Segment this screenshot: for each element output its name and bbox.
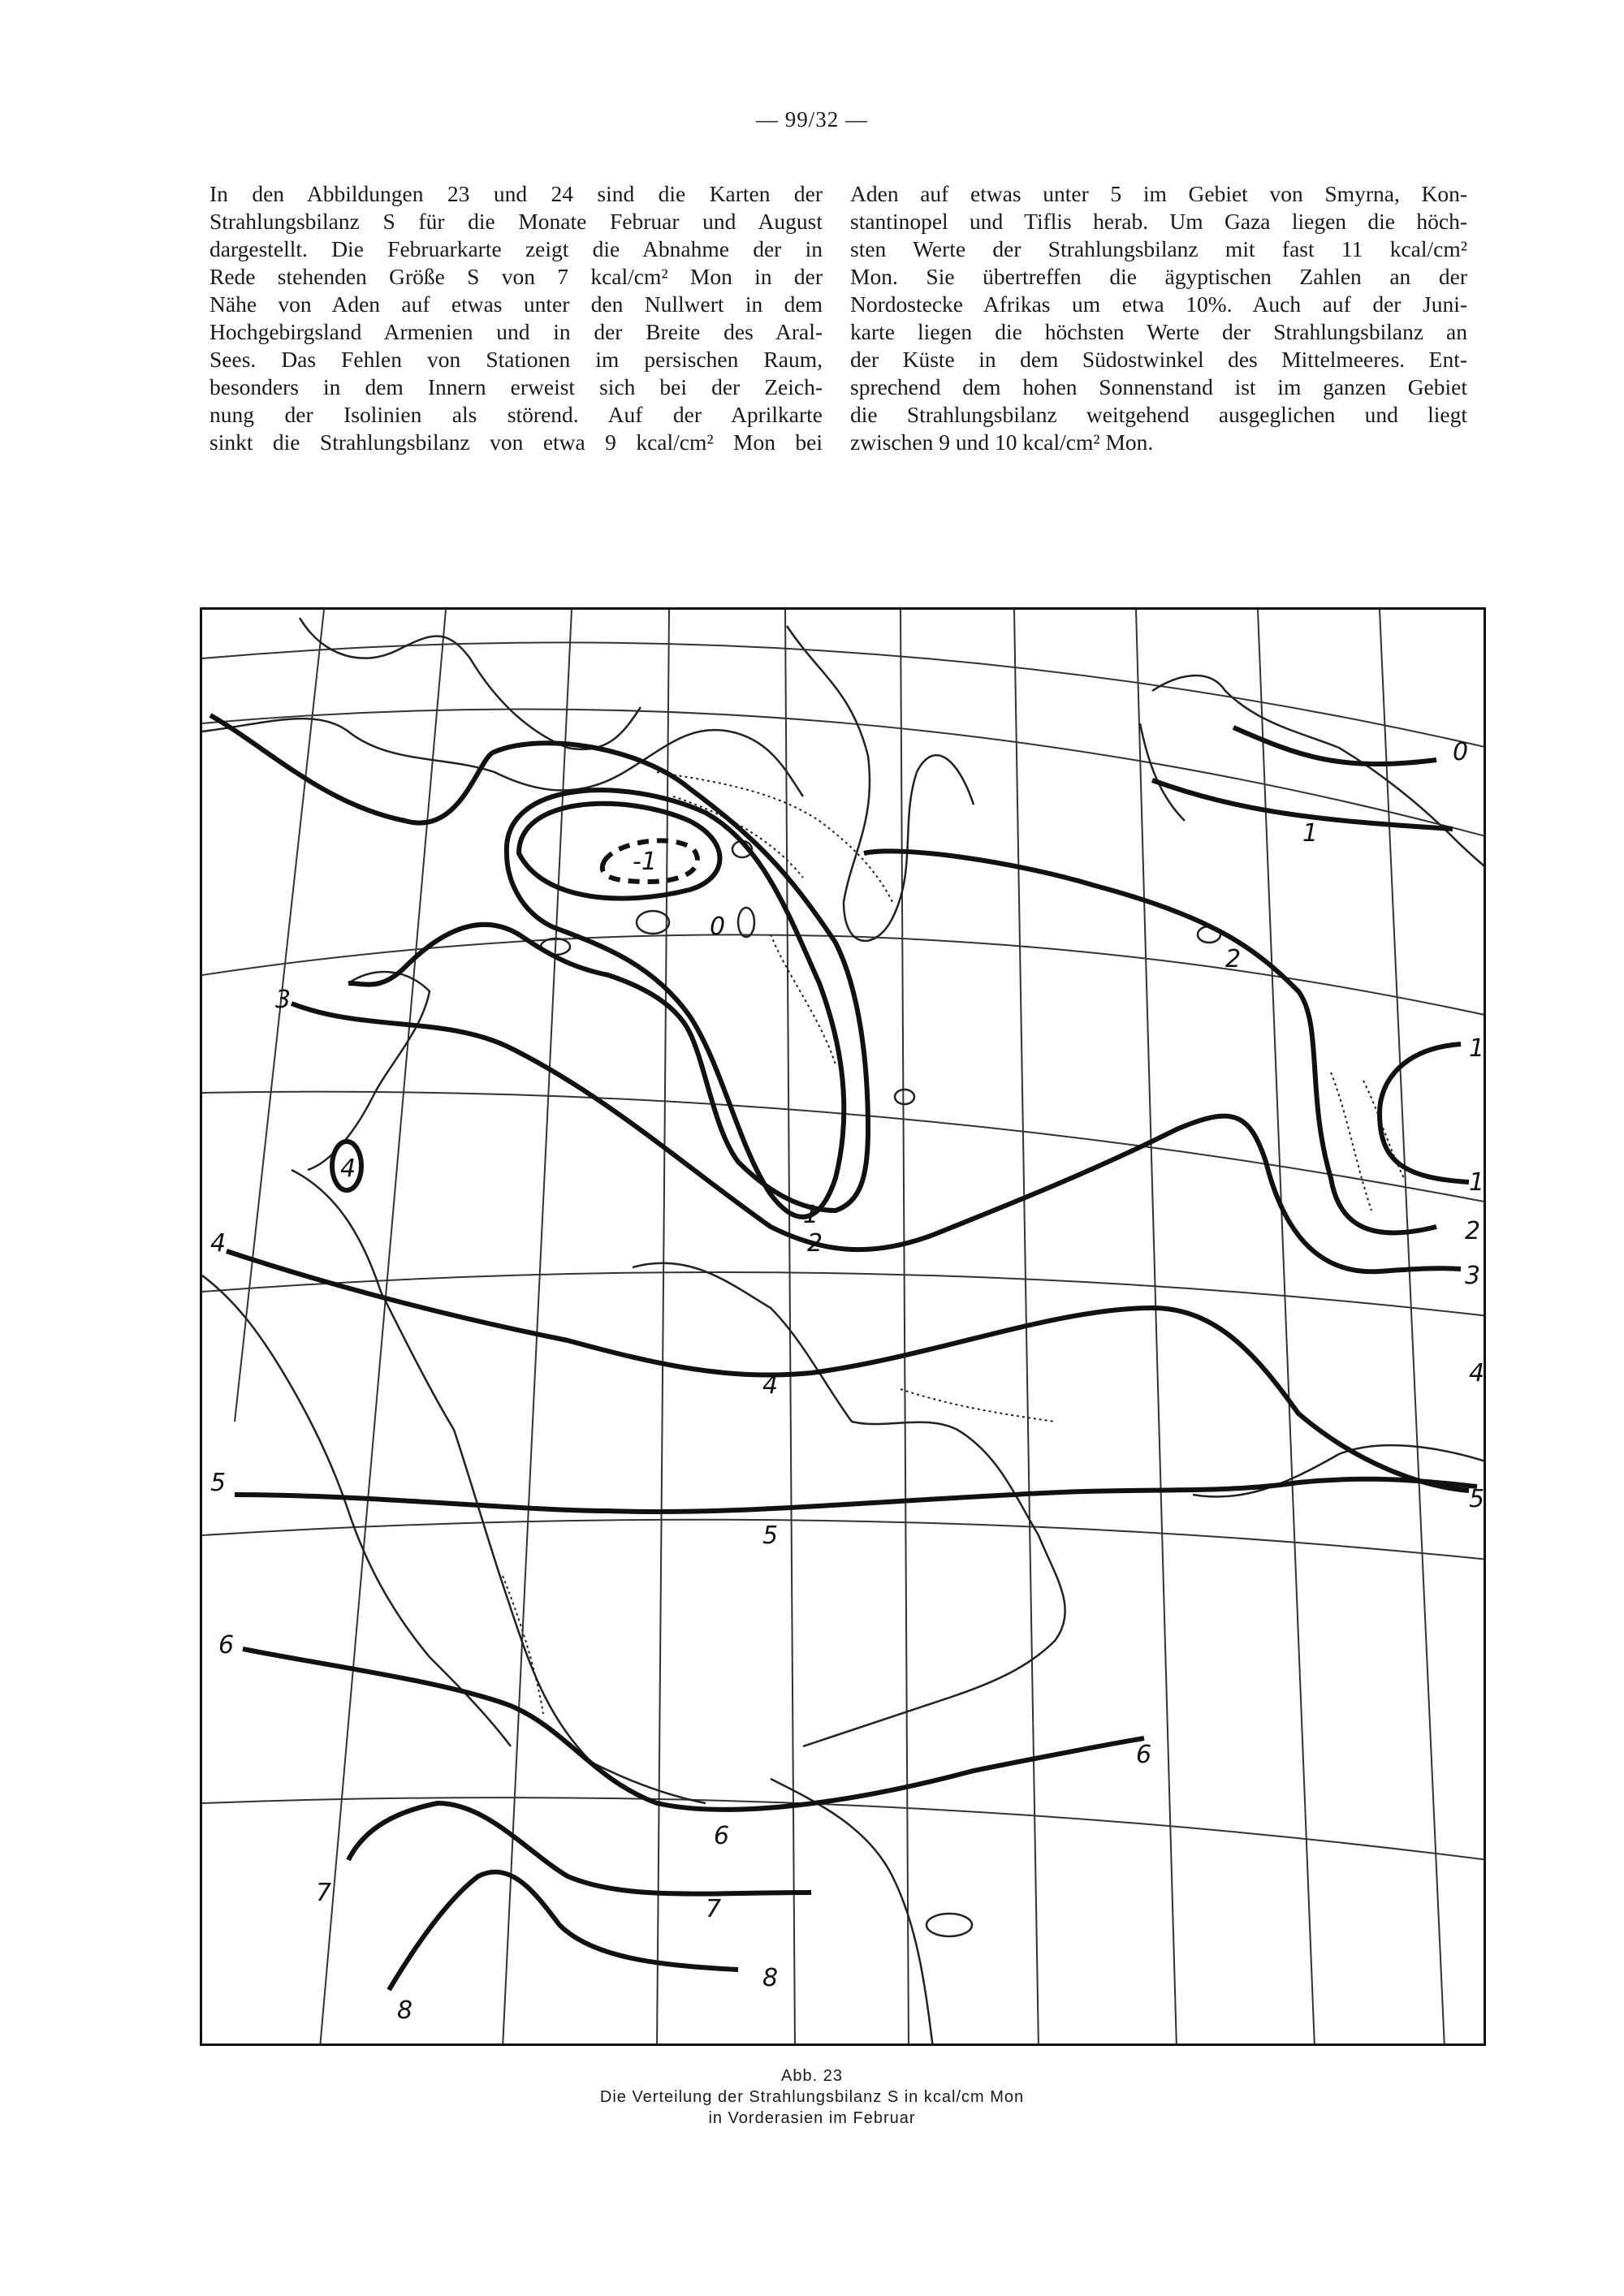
parallel-line [202, 1272, 1486, 1316]
isoline-3 [292, 1003, 1461, 1271]
meridian-line [901, 610, 909, 2046]
text-line: zwischen 9 und 10 kcal/cm² Mon. [850, 429, 1154, 455]
isoline-2-main [210, 715, 868, 1211]
meridian-line [320, 610, 446, 2046]
text-line: In den Abbildungen 23 und 24 sind die Karten der [209, 181, 823, 206]
text-line: die Strahlungsbilanz weitgehend ausgeglichen und liegt [850, 402, 1467, 427]
lake [637, 911, 669, 934]
isoline-label: 5 [1469, 1485, 1485, 1513]
isoline-label: 6 [218, 1631, 235, 1659]
parallel-line [202, 1798, 1486, 1860]
isoline-label: 4 [1469, 1359, 1485, 1388]
isoline-map [200, 607, 1486, 2046]
coastline [300, 618, 641, 749]
text-line: sten Werte der Strahlungsbilanz mit fast 11 kcal/cm² [850, 236, 1467, 261]
text-line: Aden auf etwas unter 5 im Gebiet von Smyrna, Kon- [850, 181, 1467, 206]
lake [895, 1090, 914, 1104]
map-canvas [202, 610, 1486, 2046]
isoline-label: 8 [762, 1964, 779, 1992]
isoline-label: 4 [762, 1371, 779, 1400]
meridian-line [785, 610, 795, 2046]
isoline-label: 4 [340, 1154, 356, 1183]
isoline-0-loop [519, 804, 720, 899]
meridian-line [235, 610, 324, 1422]
isoline-label: 1 [1469, 1168, 1485, 1197]
isoline-label: 3 [275, 986, 292, 1014]
coastline [787, 626, 974, 941]
mountain-hatching [503, 772, 1404, 1714]
meridian-line [1136, 610, 1177, 2046]
graticule [202, 610, 1486, 2046]
isoline-7 [348, 1803, 811, 1894]
text-line: karte liegen die höchsten Werte der Strahlungsbilanz an [850, 319, 1467, 344]
isoline-label: 6 [714, 1822, 730, 1850]
page-number: — 99/32 — [755, 107, 868, 132]
isoline-label: 0 [1453, 738, 1469, 766]
isoline-label: 8 [397, 1996, 413, 2025]
lake [738, 908, 754, 937]
isoline-label: 4 [210, 1229, 227, 1258]
isoline-label: 2 [1225, 945, 1242, 973]
coastlines [202, 618, 1486, 2046]
text-line: besonders in dem Innern erweist sich bei der Zeich- [209, 374, 823, 399]
isoline-label: 7 [706, 1895, 722, 1923]
isoline-label: 5 [210, 1469, 227, 1497]
figure-caption-line: in Vorderasien im Februar [708, 2109, 916, 2127]
isoline-label: 1 [1302, 819, 1319, 848]
figure-caption-line: Die Verteilung der Strahlungsbilanz S in kcal/cm Mon [599, 2088, 1025, 2106]
text-line: dargestellt. Die Februarkarte zeigt die Abnahme der in [209, 236, 823, 261]
text-line: Nähe von Aden auf etwas unter den Nullwert in dem [209, 291, 823, 317]
meridian-line [657, 610, 669, 2046]
isoline-label: 3 [1465, 1262, 1481, 1290]
isoline-8 [389, 1872, 738, 1990]
isoline-labels [210, 738, 1484, 2025]
text-line: Rede stehenden Größe S von 7 kcal/cm² Mon in der [209, 264, 823, 289]
coastline [202, 719, 803, 796]
text-line: stantinopel und Tiflis herab. Um Gaza liegen die höch- [850, 209, 1467, 234]
isoline-5 [235, 1479, 1477, 1512]
text-column-left [209, 180, 823, 456]
isoline-label: 5 [762, 1521, 779, 1550]
text-line: sinkt die Strahlungsbilanz von etwa 9 kcal/cm² Mon bei [209, 429, 823, 455]
isoline-label: -1 [633, 848, 657, 876]
isoline-2-east [864, 851, 1436, 1232]
text-line: Hochgebirgsland Armenien und in der Breite des Aral- [209, 319, 823, 344]
text-line: Strahlungsbilanz S für die Monate Februar und August [209, 209, 823, 234]
lakes [541, 841, 1220, 1936]
text-column-right [850, 180, 1467, 456]
isoline-label: 1 [1469, 1034, 1485, 1063]
text-line: sprechend dem hohen Sonnenstand ist im ganzen Gebiet [850, 374, 1467, 399]
text-line: Nordostecke Afrikas um etwa 10%. Auch auf der Juni- [850, 291, 1467, 317]
isoline-label: 6 [1136, 1741, 1152, 1769]
mountain-range [1331, 1072, 1371, 1211]
text-line: nung der Isolinien als störend. Auf der Aprilkarte [209, 402, 823, 427]
text-line: der Küste in dem Südostwinkel des Mittelmeeres. Ent- [850, 347, 1467, 372]
text-line: Sees. Das Fehlen von Stationen im persischen Raum, [209, 347, 823, 372]
isoline-1-east [1380, 1044, 1469, 1182]
lake [926, 1914, 972, 1936]
isoline-4 [227, 1251, 1469, 1491]
coastline [202, 1275, 511, 1746]
coastline [1140, 723, 1185, 821]
mountain-range [901, 1389, 1055, 1422]
text-line: Mon. Sie übertreffen die ägyptischen Zahlen an der [850, 264, 1467, 289]
isoline-label: 0 [710, 913, 726, 941]
isoline-label: 2 [1465, 1217, 1481, 1245]
isoline-label: 2 [807, 1229, 823, 1258]
figure-number: Abb. 23 [781, 2067, 843, 2085]
isoline-label: 1 [803, 1201, 819, 1229]
isoline-label: 7 [316, 1879, 332, 1907]
